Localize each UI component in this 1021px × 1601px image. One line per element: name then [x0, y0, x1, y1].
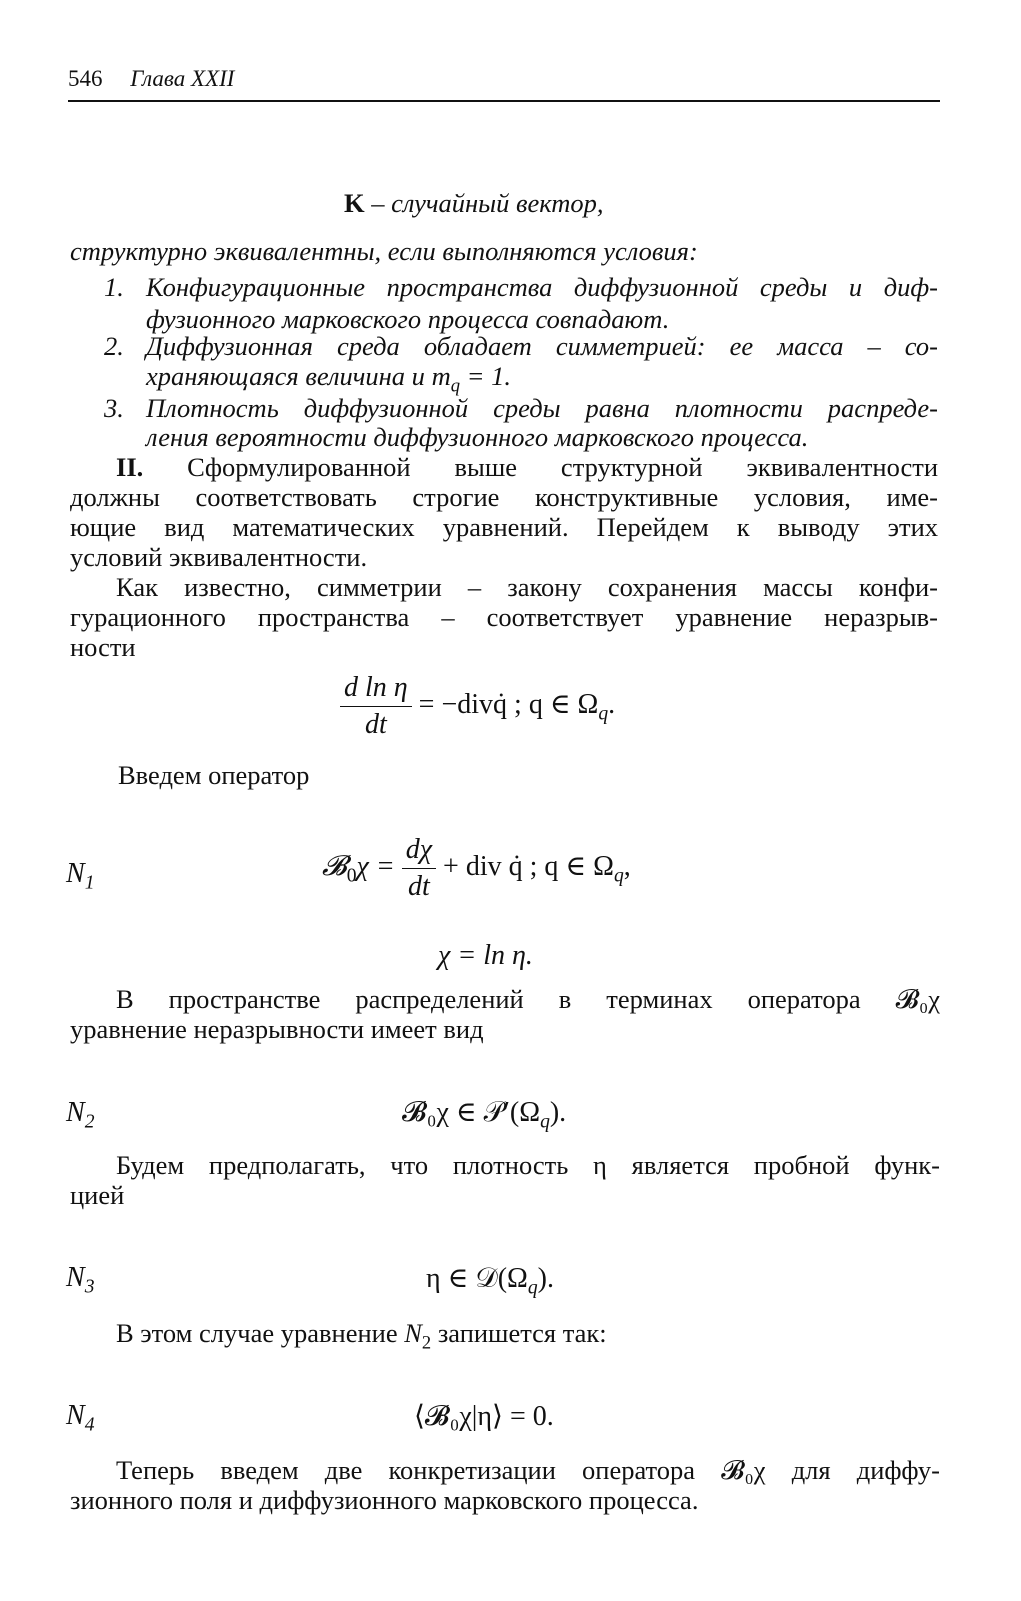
chi-equals: χ = — [356, 850, 402, 882]
equation-rest: + div q̇ ; q ∈ Ω — [436, 850, 614, 882]
chapter-title: Глава XXII — [130, 66, 235, 91]
para2-line-1 — [116, 452, 938, 482]
para3-line-2: гурационного пространства – соответствует уравнение неразрыв- — [70, 602, 938, 632]
q-subscript: q — [450, 375, 460, 397]
label-letter: N — [66, 858, 85, 889]
para3-line-1: Как известно, симметрии – закону сохранения массы конфи- — [116, 572, 938, 602]
equation-body: η ∈ 𝒟(Ω — [426, 1263, 528, 1294]
denominator: dt — [407, 871, 430, 902]
continuity-equation — [340, 672, 615, 741]
intro-text: – случайный вектор, — [364, 188, 604, 218]
equation-end: , — [623, 850, 631, 882]
intro-line — [344, 188, 604, 218]
omega-subscript: q — [613, 865, 624, 887]
equation-label-n1 — [66, 858, 94, 895]
running-header — [68, 66, 940, 102]
para6-text-b: запишется так: — [431, 1318, 607, 1348]
page-number: 546 — [68, 66, 103, 91]
equation-end: . — [608, 688, 616, 720]
numerator: dχ — [402, 834, 436, 869]
para6-text-a: В этом случае уравнение — [116, 1318, 405, 1348]
equation-label-n2 — [66, 1097, 94, 1134]
fraction — [402, 834, 436, 903]
equation-body: 𝓑₀χ ∈ 𝒫′(Ω — [402, 1097, 541, 1128]
label-letter: N — [66, 1097, 85, 1128]
operator-symbol: 𝓑 — [322, 848, 347, 882]
condition-3-line-1: Плотность диффузионной среды равна плотности распреде- — [146, 393, 938, 423]
para7-line-2: зионного поля и диффузионного марковского процесса. — [70, 1485, 699, 1515]
condition-1-number: 1. — [104, 272, 124, 302]
omega-subscript: q — [540, 1111, 550, 1133]
condition-2-line-1: Диффузионная среда обладает симметрией: ее масса – со- — [146, 331, 938, 361]
para4-line-1: В пространстве распределений в терминах оператора 𝓑₀χ — [116, 984, 940, 1014]
para4-line-2: уравнение неразрывности имеет вид — [70, 1014, 484, 1044]
label-index: 3 — [84, 1276, 95, 1298]
condition-3-number: 3. — [104, 393, 124, 423]
label-letter: N — [66, 1400, 85, 1431]
equation-label-n3 — [66, 1262, 94, 1299]
equation-label-n4 — [66, 1400, 94, 1437]
para7-line-1: Теперь введем две конкретизации оператора 𝓑₀χ для диффу- — [116, 1455, 940, 1485]
omega-subscript: q — [598, 703, 609, 725]
equation-end: ). — [537, 1263, 554, 1294]
chi-definition: χ = ln η. — [438, 940, 533, 971]
equation-rest: = −divq̇ ; q ∈ Ω — [411, 688, 599, 720]
label-index: 1 — [84, 872, 95, 894]
conditions-intro: структурно эквивалентны, если выполняются условия: — [70, 236, 698, 266]
equals-one: = 1. — [459, 361, 511, 391]
equation-n4: ⟨𝓑₀χ|η⟩ = 0. — [414, 1401, 554, 1432]
equation-end: ). — [549, 1097, 567, 1128]
condition-3-line-2: ления вероятности диффузионного марковского процесса. — [146, 422, 809, 452]
para5-line-2: цией — [70, 1180, 125, 1210]
para5-line-1: Будем предполагать, что плотность η является пробной функ- — [116, 1150, 940, 1180]
n-symbol: N — [404, 1318, 422, 1348]
condition-1-line-2: фузионного марковского процесса совпадают. — [146, 304, 670, 334]
para2-line-2: должны соответствовать строгие конструктивные условия, име- — [70, 482, 938, 512]
label-letter: N — [66, 1262, 85, 1293]
para2-line-3: ющие вид математических уравнений. Перейдем к выводу этих — [70, 512, 938, 542]
equation-n3 — [426, 1261, 554, 1300]
denominator: dt — [364, 709, 387, 740]
condition-1-line-1: Конфигурационные пространства диффузионной среды и диф- — [146, 272, 938, 302]
paragraph-6 — [116, 1318, 607, 1358]
fraction — [340, 672, 412, 741]
numerator: d ln η — [340, 672, 412, 707]
label-index: 4 — [84, 1414, 95, 1436]
para2-line-1-text: Сформулированной выше структурной эквивалентности — [143, 452, 938, 482]
operator-index: 0 — [346, 865, 357, 887]
omega-subscript: q — [527, 1277, 538, 1299]
para2-line-4: условий эквивалентности. — [70, 542, 368, 572]
equation-n1 — [322, 834, 631, 903]
condition-2-number: 2. — [104, 331, 124, 361]
n-index: 2 — [421, 1332, 432, 1354]
para3-line-3: ности — [70, 632, 136, 662]
section-marker: II. — [116, 452, 144, 482]
m-symbol: m — [431, 361, 451, 391]
k-symbol: K — [344, 188, 365, 218]
condition-2-text: храняющаяся величина и — [146, 361, 432, 391]
equation-n2 — [402, 1095, 566, 1134]
label-index: 2 — [84, 1111, 95, 1133]
operator-intro: Введем оператор — [118, 760, 310, 790]
